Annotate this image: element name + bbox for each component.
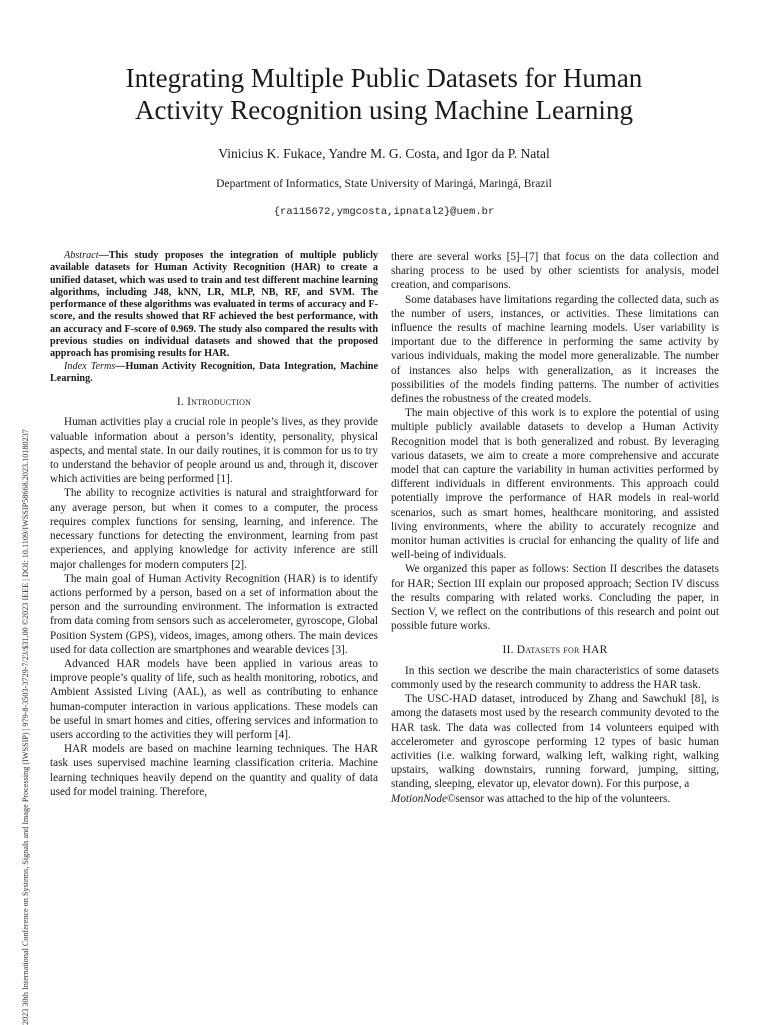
paragraph: there are several works [5]–[7] that focus on the data collection and sharing process to be used by other scientists for analysis, model creation, and comparisons. [391,251,719,292]
left-column [50,250,378,799]
affiliation: Department of Informatics, State University of Maringá, Maringá, Brazil [216,178,552,190]
conference-info-text: 2023 30th International Conference on Systems, Signals and Image Processing (IWSSIP) | 979-8-3503-3729-7/23/$31.00 ©2023 IEEE | DOI: 10.1109/IWSSIP58668.2023.10180237 [21,429,30,1025]
conference-sidebar [10,155,32,1025]
paragraph: The ability to recognize activities is natural and straightforward for any average person, but when it comes to a computer, the process requires complex functions for sensing, learning, and inference. The necessary functions for detecting the environment, learning from past experiences, and applying knowledge for activity inference are still major challenges for modern computers [2]. [50,487,378,571]
paragraph: HAR models are based on machine learning techniques. The HAR task uses supervised machine learning classification criteria. Machine learning techniques heavily depend on the quantity and quality of data used for model training. Therefore, [50,743,378,798]
paragraph-continuation [391,792,719,806]
sensor-name: MotionNode [391,792,447,805]
abstract [50,250,378,361]
paragraph: Some databases have limitations regarding the collected data, such as the number of users, instances, or activities. These limitations can influence the results of machine learning models. User variability is important due to the difference in performing the same activity by various individuals, making the model more generalizable. The number of instances also helps with generalization, as it increases the possibilities of the models finding patterns. The number of activities defines the robustness of the created models. [391,293,719,406]
abstract-text: —This study proposes the integration of multiple publicly available datasets for Human Activity Recognition (HAR) to create a unified dataset, which was used to train and test different machine learning algorithms, including J48, kNN, LR, MLP, NB, RF, and SVM. The performance of these algorithms was evaluated in terms of accuracy and F-score, and the results showed that RF achieved the best performance, with an accuracy and F-score of 0.969. The study also compared the results with previous studies on individual datasets and showed that the proposed approach has promising results for HAR. [50,250,378,360]
paper-title [60,62,708,126]
email-list: {ra115672,ymgcosta,ipnatal2}@uem.br [273,206,495,218]
paragraph: We organized this paper as follows: Section II describes the datasets for HAR; Section III explain our proposed approach; Section IV discuss the results comparing with related works. Concluding the paper, in Section V, we reflect on the contributions of this research and point out possible future works. [391,563,719,633]
sensor-text: ©sensor was attached to the hip of the volunteers. [446,792,671,805]
right-column [391,250,719,806]
title-line-1: Integrating Multiple Public Datasets for Human [125,63,643,93]
index-terms-label: Index Terms [64,360,116,372]
paragraph: The main goal of Human Activity Recognition (HAR) is to identify actions performed by a person, based on a set of information about the person and the surrounding environment. The information is extracted from data coming from sensors such as accelerometer, gyroscope, Global Position System (GPS), videos, images, among others. The main devices used for data collection are smartphones and wearable devices [3]. [50,572,378,656]
paragraph: Human activities play a crucial role in people’s lives, as they provide valuable information about a person’s identity, personality, physical aspects, and mental state. In our daily routines, it is common for us to try to understand the behavior of people around us and, through it, discover which activities are being performed [1]. [50,416,378,486]
paragraph: The USC-HAD dataset, introduced by Zhang and Sawchukl [8], is among the datasets most used by the research community devoted to the HAR task. The data was collected from 14 volunteers equiped with accelerometer and gyroscope performing 12 types of basic human activities (i.e. walking forward, walking left, walking right, walking upstairs, walking downstairs, running forward, jumping, sitting, standing, sleeping, elevator up, elevator down). For this purpose, a [391,693,719,791]
abstract-label: Abstract [64,250,99,261]
paragraph: In this section we describe the main characteristics of some datasets commonly used by the research community to address the HAR task. [391,664,719,691]
title-line-2: Activity Recognition using Machine Learning [135,95,633,125]
section-heading-introduction: I. Introduction [176,396,252,409]
author-list: Vinicius K. Fukace, Yandre M. G. Costa, and Igor da P. Natal [218,146,550,161]
section-heading-datasets: II. Datasets for HAR [502,644,608,657]
paragraph: Advanced HAR models have been applied in various areas to improve people’s quality of life, such as health monitoring, robotics, and Ambient Assisted Living (AAL), as well as contributing to enhance human-computer interaction in various applications. These models can be useful in smart homes and cities, offering services and information to users according to the activities they will perform [4]. [50,657,378,741]
index-terms [50,361,378,386]
index-terms-text: —Human Activity Recognition, Data Integration, Machine Learning. [50,360,378,384]
paragraph: The main objective of this work is to explore the potential of using multiple publicly available datasets to develop a Human Activity Recognition model that is both generalized and robust. By leveraging various datasets, we aim to create a more comprehensive and accurate model that can capture the variability in human activities performed by different individuals in different environments. This approach could potentially improve the performance of HAR models in real-world scenarios, such as smart homes, healthcare monitoring, and assisted living environments, where the ability to accurately recognize and monitor human activities is crucial for enhancing the quality of life and well-being of individuals. [391,407,719,562]
